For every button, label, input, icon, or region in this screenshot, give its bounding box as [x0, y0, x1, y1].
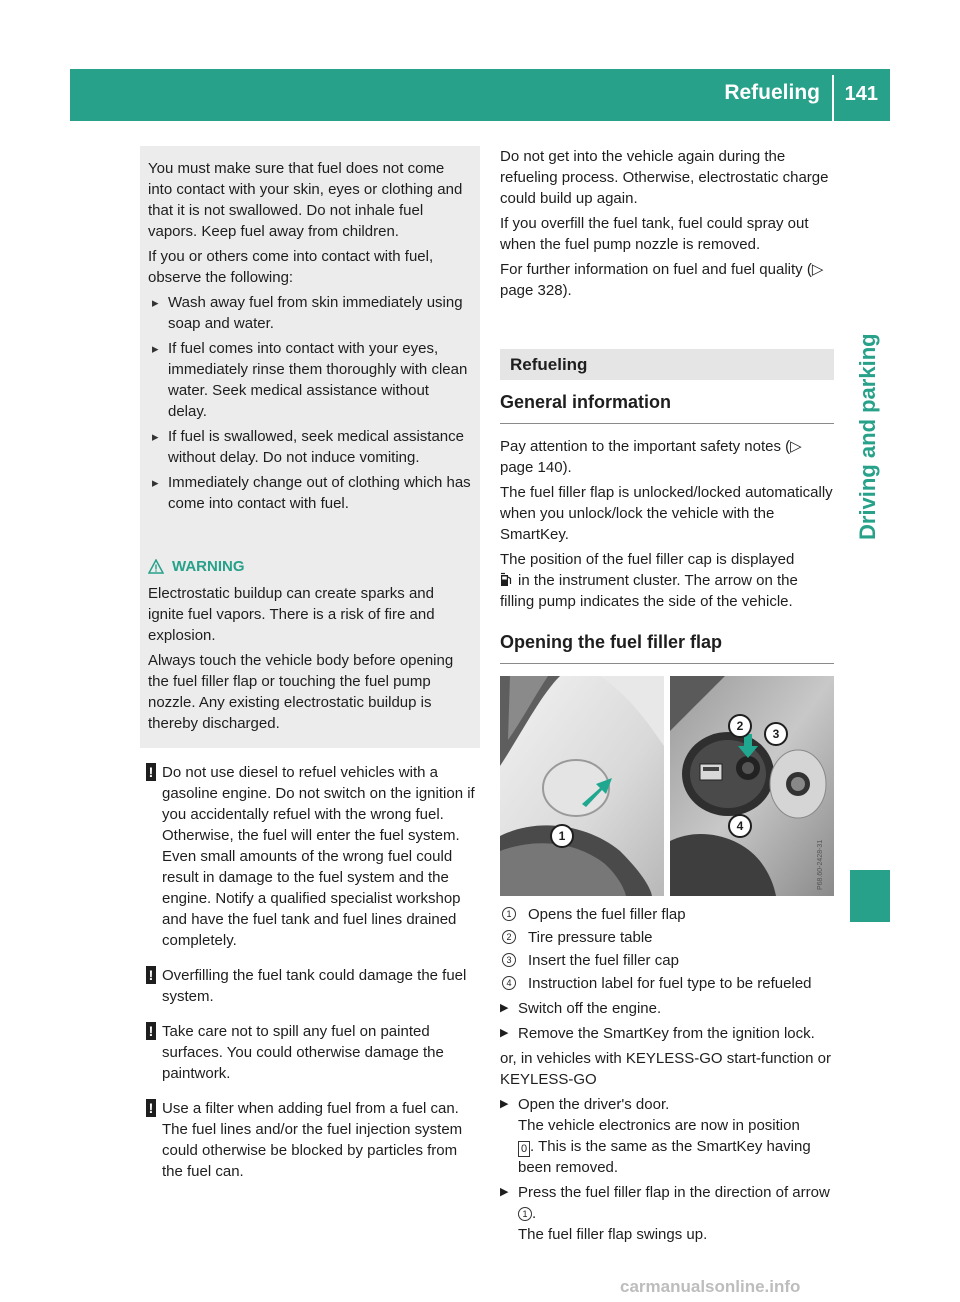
fuel-position-text: in the instrument cluster. The arrow on the filling pump indicates the side of the vehicle. [500, 572, 798, 610]
warning-paragraph: Always touch the vehicle body before opening the fuel filler flap or touching the fuel pump nozzle. Any existing electrostatic buildup is thereby discharged. [148, 652, 454, 732]
legend-text: Opens the fuel filler flap [528, 906, 686, 923]
body-paragraph: For further information on fuel and fuel quality (▷ page 328). [500, 261, 824, 299]
exclamation-icon: ! [146, 763, 156, 781]
exclamation-icon: ! [146, 966, 156, 984]
key-position-icon: 0 [518, 1141, 530, 1157]
notice-text: Take care not to spill any fuel on painted surfaces. You could otherwise damage the paintwork. [162, 1023, 444, 1082]
list-item: ▸ Immediately change out of clothing which has come into contact with fuel. [148, 472, 472, 514]
callout-number: 1 [518, 1207, 532, 1221]
fuel-position-lead: The position of the fuel filler cap is displayed [500, 551, 795, 568]
step-text: Open the driver's door. [518, 1096, 670, 1113]
callout-number: 1 [502, 907, 516, 921]
legend-text: Insert the fuel filler cap [528, 952, 679, 969]
fuel-flap-open-photo [670, 676, 834, 896]
instruction-step: ▶ Remove the SmartKey from the ignition lock. [500, 1023, 834, 1044]
step-result: The vehicle electronics are now in position [518, 1117, 800, 1134]
chapter-marker [850, 870, 890, 922]
instruction-step [500, 1094, 834, 1178]
instruction-step: ▶ Switch off the engine. [500, 998, 834, 1019]
list-item: ▸ Wash away fuel from skin immediately using soap and water. [148, 292, 472, 334]
callout-1: 1 [550, 824, 574, 848]
callout-2: 2 [728, 714, 752, 738]
instruction-step [500, 1182, 834, 1245]
body-paragraph [500, 549, 834, 612]
left-column [146, 146, 480, 1182]
list-item [500, 904, 834, 925]
exclamation-icon: ! [146, 1022, 156, 1040]
body-paragraph: Do not get into the vehicle again during the refueling process. Otherwise, electrostatic charge could build up again. [500, 148, 829, 207]
fuel-safety-box [140, 146, 480, 540]
section-heading [500, 349, 834, 380]
fuel-pump-icon [500, 572, 512, 587]
safety-paragraph: You must make sure that fuel does not come into contact with your skin, eyes or clothing and that it is not swallowed. Do not inhale fuel vapors. Keep fuel away from children. [148, 160, 463, 240]
list-item [500, 973, 834, 994]
step-result: . This is the same as the SmartKey having been removed. [518, 1138, 811, 1176]
warning-paragraph: Electrostatic buildup can create sparks and ignite fuel vapors. There is a risk of fire and explosion. [148, 585, 435, 644]
notice-item [146, 762, 480, 951]
warning-box [140, 540, 480, 748]
safety-bullet-list [148, 292, 472, 514]
opening-flap-heading: Opening the fuel filler flap [500, 632, 834, 664]
warning-triangle-icon [148, 559, 164, 575]
body-paragraph: The fuel filler flap is unlocked/locked automatically when you unlock/lock the vehicle with the SmartKey. [500, 484, 833, 543]
list-item: ▸ If fuel comes into contact with your eyes, immediately rinse them thoroughly with clean water. Seek medical assistance without delay. [148, 338, 472, 422]
body-paragraph: or, in vehicles with KEYLESS-GO start-function or KEYLESS-GO [500, 1050, 831, 1088]
fuel-flap-illustration [500, 676, 834, 896]
legend-text: Instruction label for fuel type to be refueled [528, 975, 812, 992]
callout-4: 4 [728, 814, 752, 838]
exclamation-icon: ! [146, 1099, 156, 1117]
general-info-heading: General information [500, 392, 834, 424]
safety-paragraph: If you or others come into contact with fuel, observe the following: [148, 248, 434, 286]
general-info-body [500, 436, 834, 612]
step-text: Press the fuel filler flap in the direction of arrow [518, 1184, 830, 1201]
body-paragraph: If you overfill the fuel tank, fuel could spray out when the fuel pump nozzle is removed. [500, 215, 809, 253]
page-header [70, 69, 890, 121]
warning-title: WARNING [172, 558, 245, 575]
list-item [500, 927, 834, 948]
callout-number: 3 [502, 953, 516, 967]
notice-text: Overfilling the fuel tank could damage the fuel system. [162, 967, 467, 1005]
section-heading-text: Refueling [510, 355, 588, 374]
figure-legend [500, 904, 834, 994]
notice-item [146, 1098, 480, 1182]
callout-number: 4 [502, 976, 516, 990]
page-number: 141 [844, 83, 878, 105]
callout-number: 2 [502, 930, 516, 944]
notice-item [146, 965, 480, 1007]
step-text: . [532, 1205, 537, 1222]
chapter-tab-label: Driving and parking [855, 333, 880, 540]
warning-heading [148, 556, 472, 577]
notice-item [146, 1021, 480, 1084]
section-title: Refueling [724, 81, 820, 104]
header-divider [832, 75, 834, 121]
list-item [500, 950, 834, 971]
notice-text: Use a filter when adding fuel from a fuel can. The fuel lines and/or the fuel injection system could otherwise be blocked by particles from the fuel can. [162, 1100, 463, 1180]
body-paragraph: Pay attention to the important safety notes (▷ page 140). [500, 438, 802, 476]
fuel-flap-closed-photo [500, 676, 664, 896]
chapter-tab [850, 290, 890, 560]
legend-text: Tire pressure table [528, 929, 653, 946]
notice-text: Do not use diesel to refuel vehicles with a gasoline engine. Do not switch on the ignition if you accidentally refuel with the wrong fuel. Otherwise, the fuel will enter the fuel system. Even small amounts of the wrong fuel could result in damage to the fuel system and the engine. Notify a qualified specialist workshop and have the fuel tank and fuel lines drained completely. [162, 764, 475, 949]
step-result: The fuel filler flap swings up. [518, 1226, 708, 1243]
callout-3: 3 [764, 722, 788, 746]
watermark: carmanualsonline.info [620, 1277, 801, 1296]
list-item: ▸ If fuel is swallowed, seek medical assistance without delay. Do not induce vomiting. [148, 426, 472, 468]
figure-code: P68.60-2428-31 [817, 839, 824, 890]
right-column [500, 146, 834, 1245]
